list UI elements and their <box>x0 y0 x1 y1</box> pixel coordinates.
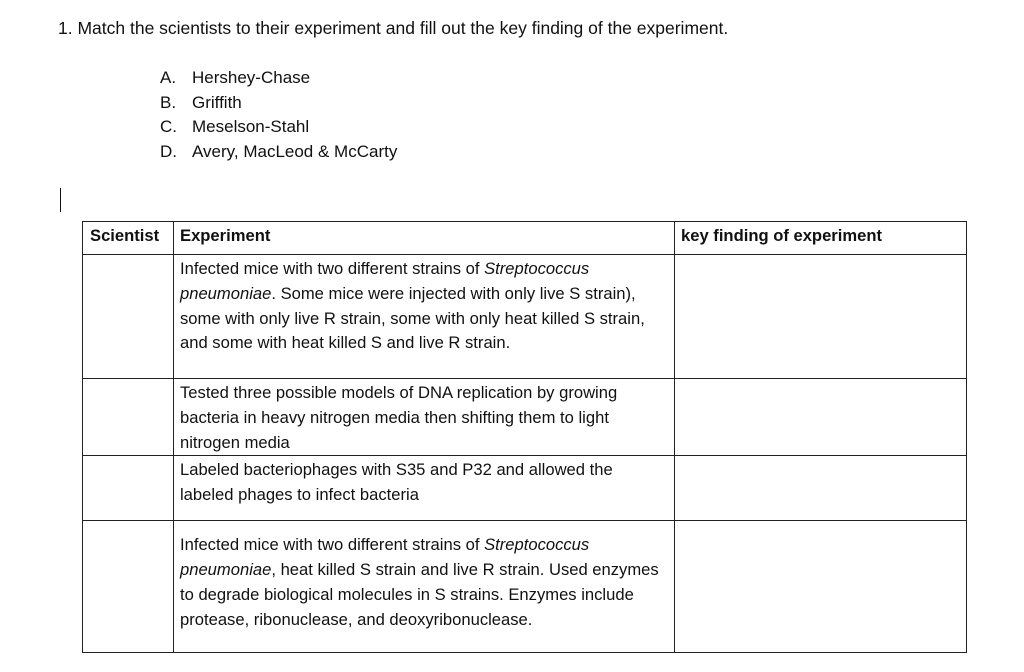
header-key-finding: key finding of experiment <box>675 222 967 255</box>
option-name: Hershey-Chase <box>192 68 311 87</box>
experiment-text: Tested three possible models of DNA replication by growing bacteria in heavy nitrogen media then shifting them to light nitrogen media <box>180 383 618 452</box>
table-row <box>83 255 967 379</box>
matching-table <box>82 221 967 653</box>
option-b <box>160 91 397 116</box>
option-c <box>160 115 397 140</box>
option-letter: B. <box>160 92 177 112</box>
option-a <box>160 66 397 91</box>
scientist-cell[interactable] <box>83 379 174 456</box>
scientist-options-list <box>160 66 397 164</box>
option-name: Griffith <box>192 92 242 112</box>
scientist-cell[interactable] <box>83 255 174 379</box>
experiment-cell <box>174 379 675 456</box>
experiment-cell <box>174 255 675 379</box>
key-finding-cell[interactable] <box>675 255 967 379</box>
table-row <box>83 379 967 456</box>
table-header-row <box>83 222 967 255</box>
key-finding-cell[interactable] <box>675 456 967 521</box>
option-name: Meselson-Stahl <box>192 117 310 137</box>
option-letter: D. <box>160 141 177 161</box>
experiment-text: Infected mice with two different strains of <box>180 535 485 555</box>
experiment-cell <box>174 521 675 653</box>
option-name: Avery, MacLeod & McCarty <box>192 141 398 161</box>
table-row <box>83 521 967 653</box>
table-row <box>83 456 967 521</box>
key-finding-cell[interactable] <box>675 379 967 456</box>
text-cursor <box>60 188 61 212</box>
scientist-cell[interactable] <box>83 456 174 521</box>
experiment-text: Labeled bacteriophages with S35 and P32 and allowed the labeled phages to infect bacteria <box>180 460 613 505</box>
experiment-text: Infected mice with two different strains of <box>180 259 485 278</box>
experiment-cell <box>174 456 675 521</box>
option-letter: C. <box>160 117 177 137</box>
experiment-text-cont: . Some mice were injected with only live S strain), some with only live R strain, some with only heat killed S strain, and some with heat killed S and live R strain. <box>180 283 645 353</box>
header-scientist: Scientist <box>83 222 174 255</box>
option-d <box>160 140 397 165</box>
option-letter: A. <box>160 68 177 87</box>
organism-name: Streptococcus pneumoniae <box>180 259 590 303</box>
key-finding-cell[interactable] <box>675 521 967 653</box>
question-text: 1. Match the scientists to their experiment and fill out the key finding of the experiment. <box>58 18 729 38</box>
organism-name: Streptococcus pneumoniae <box>180 535 590 580</box>
scientist-cell[interactable] <box>83 521 174 653</box>
experiment-text-cont: , heat killed S strain and live R strain. Used enzymes to degrade biological molecules in S strains. Enzymes include protease, ribonuclease, and deoxyribonuclease. <box>180 560 659 629</box>
header-experiment: Experiment <box>174 222 675 255</box>
